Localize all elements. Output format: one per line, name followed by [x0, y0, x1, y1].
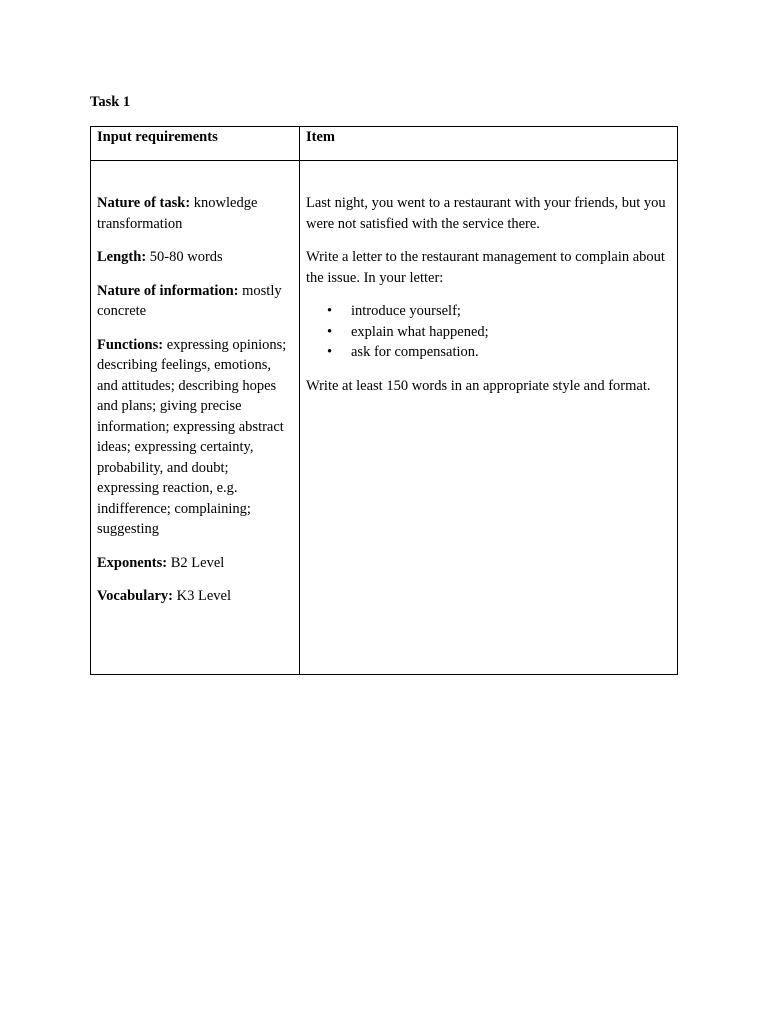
requirement-label: Length:	[97, 249, 147, 265]
requirement-label: Functions:	[97, 336, 164, 353]
requirements-cell	[97, 193, 293, 620]
requirement-nature-of-information	[97, 281, 293, 322]
requirement-length	[97, 247, 293, 268]
item-closing: Write at least 150 words in an appropriate style and format.	[306, 377, 651, 394]
list-item-text: introduce yourself;	[351, 303, 461, 319]
list-item	[306, 301, 672, 322]
requirement-functions	[97, 335, 293, 540]
requirement-value: knowledge transformation	[97, 195, 258, 232]
requirement-value: K3 Level	[176, 588, 231, 604]
item-bullet-list	[306, 301, 672, 363]
requirement-label: Nature of information:	[97, 282, 239, 299]
item-cell	[306, 193, 672, 409]
requirement-vocabulary	[97, 586, 293, 607]
header-item: Item	[306, 129, 335, 145]
item-instruction: Write a letter to the restaurant management to complain about the issue. In your letter:	[306, 249, 665, 286]
bullet-icon: •	[327, 323, 333, 340]
requirement-value: 50-80 words	[149, 249, 223, 265]
item-intro: Last night, you went to a restaurant with your friends, but you were not satisfied with the service there.	[306, 195, 666, 232]
requirement-value: mostly concrete	[97, 282, 282, 319]
requirement-label: Nature of task:	[97, 195, 191, 211]
requirement-nature-of-task	[97, 193, 293, 234]
header-input-requirements: Input requirements	[97, 129, 218, 145]
requirement-value: B2 Level	[170, 554, 225, 571]
requirement-value: expressing opinions; describing feelings, emotions, and attitudes; describing hopes and plans; giving precise information; expressing abstract ideas; expressing certainty, probability, and doubt; expressing reaction, e.g. indifference; complaining; suggesting	[97, 336, 287, 537]
header-divider	[91, 160, 677, 161]
task-table	[90, 126, 678, 675]
requirement-label: Vocabulary:	[97, 588, 173, 604]
bullet-icon: •	[327, 344, 333, 360]
column-divider	[299, 127, 300, 674]
bullet-icon: •	[327, 303, 333, 319]
requirement-exponents	[97, 553, 293, 574]
list-item-text: explain what happened;	[351, 323, 489, 340]
list-item-text: ask for compensation.	[351, 344, 479, 360]
list-item	[306, 322, 672, 343]
page-title: Task 1	[90, 94, 131, 110]
list-item	[306, 342, 672, 363]
requirement-label: Exponents:	[97, 554, 168, 571]
